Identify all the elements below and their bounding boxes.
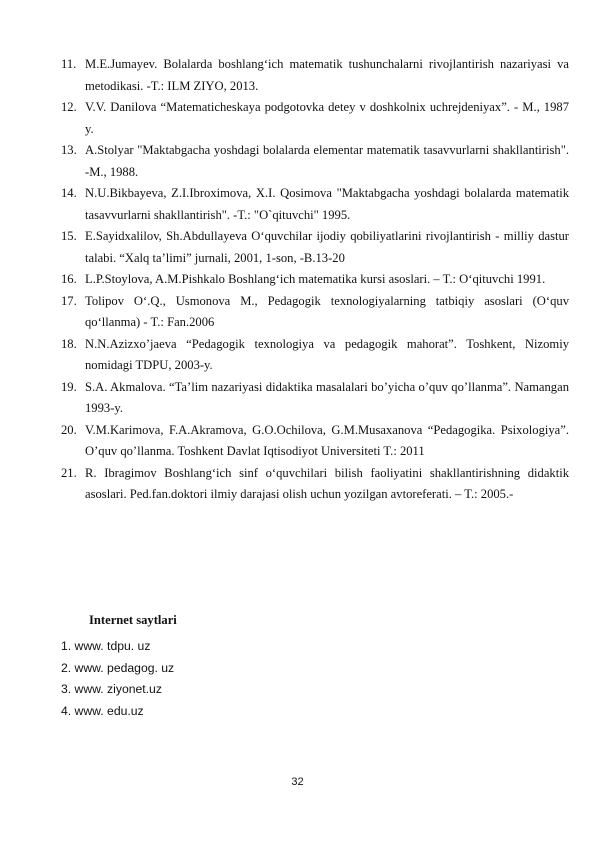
reference-number: 13. bbox=[61, 143, 77, 157]
reference-number: 20. bbox=[61, 422, 77, 437]
reference-text: V.V. Danilova “Matematicheskaya podgotovka detey v doshkolnix uchrejdeniyax”. - M., 1987 y. bbox=[85, 100, 569, 136]
reference-number: 15. bbox=[61, 229, 77, 243]
reference-text: R. Ibragimov Boshlang‘ich sinf o‘quvchilari bilish faoliyatini shakllantirishning didaktik asoslari. Ped.fan.doktori ilmiy darajasi olish uchun yozilgan avtoreferati. – T.: 2005.- bbox=[85, 465, 569, 501]
reference-item bbox=[61, 97, 569, 140]
page-number: 32 bbox=[291, 776, 304, 788]
website-item: 3. www. ziyonet.uz bbox=[61, 682, 162, 696]
reference-list bbox=[61, 54, 569, 506]
reference-number: 17. bbox=[61, 293, 77, 308]
reference-number: 12. bbox=[61, 100, 77, 114]
internet-section-title: Internet saytlari bbox=[89, 613, 177, 627]
reference-text: A.Stolyar "Maktabgacha yoshdagi bolalarda elementar matematik tasavvurlarni shakllantirish". -M., 1988. bbox=[85, 143, 569, 179]
reference-number: 14. bbox=[61, 186, 77, 200]
website-item: 4. www. edu.uz bbox=[61, 703, 144, 718]
reference-item bbox=[61, 183, 569, 226]
reference-number: 11. bbox=[61, 57, 77, 71]
reference-text: L.P.Stoylova, A.M.Pishkalo Boshlang‘ich matematika kursi asoslari. – T.: O‘qituvchi 1991. bbox=[85, 272, 546, 286]
reference-text: N.U.Bikbayeva, Z.I.Ibroximova, X.I. Qosimova "Maktabgacha yoshdagi bolalarda matematik tasavvurlarni shakllantirish". -T.: "O`qituvchi" 1995. bbox=[85, 186, 569, 222]
reference-number: 18. bbox=[61, 336, 77, 351]
reference-item bbox=[61, 54, 569, 97]
reference-item bbox=[61, 420, 569, 463]
reference-item bbox=[61, 377, 569, 420]
reference-item bbox=[61, 291, 569, 334]
reference-text: V.M.Karimova, F.A.Akramova, G.O.Ochilova, G.M.Musaxanova “Pedagogika. Psixologiya”. O’quv qo’llanma. Toshkent Davlat Iqtisodiyot Universiteti T.: 2011 bbox=[85, 422, 569, 458]
reference-item bbox=[61, 334, 569, 377]
reference-text: Tolipov O‘.Q., Usmonova M., Pedagogik texnologiyalarning tatbiqiy asoslari (O‘quv qo‘llanma) - T.: Fan.2006 bbox=[85, 293, 569, 329]
website-item: 1. www. tdpu. uz bbox=[61, 639, 151, 653]
reference-item bbox=[61, 140, 569, 183]
reference-item bbox=[61, 463, 569, 506]
reference-text: N.N.Azizxo’jaeva “Pedagogik texnologiya va pedagogik mahorat”. Toshkent, Nizomiy nomidagi TDPU, 2003-y. bbox=[85, 336, 569, 372]
reference-text: M.E.Jumayev. Bolalarda boshlang‘ich matematik tushunchalarni rivojlantirish nazariyasi va metodikasi. -T.: ILM ZIYO, 2013. bbox=[85, 57, 569, 93]
reference-text: S.A. Akmalova. “Ta’lim nazariyasi didaktika masalalari bo’yicha o’quv qo’llanma”. Namangan 1993-y. bbox=[85, 379, 569, 415]
reference-number: 16. bbox=[61, 272, 77, 286]
reference-item bbox=[61, 226, 569, 269]
reference-text: E.Sayidxalilov, Sh.Abdullayeva O‘quvchilar ijodiy qobiliyatlarini rivojlantirish - milliy dastur talabi. “Xalq ta’limi” jurnali, 2001, 1-son, -B.13-20 bbox=[85, 229, 569, 265]
website-list bbox=[61, 636, 174, 722]
reference-number: 19. bbox=[61, 379, 77, 394]
reference-number: 21. bbox=[61, 465, 77, 480]
reference-item bbox=[61, 269, 569, 291]
website-item: 2. www. pedagog. uz bbox=[61, 660, 175, 675]
